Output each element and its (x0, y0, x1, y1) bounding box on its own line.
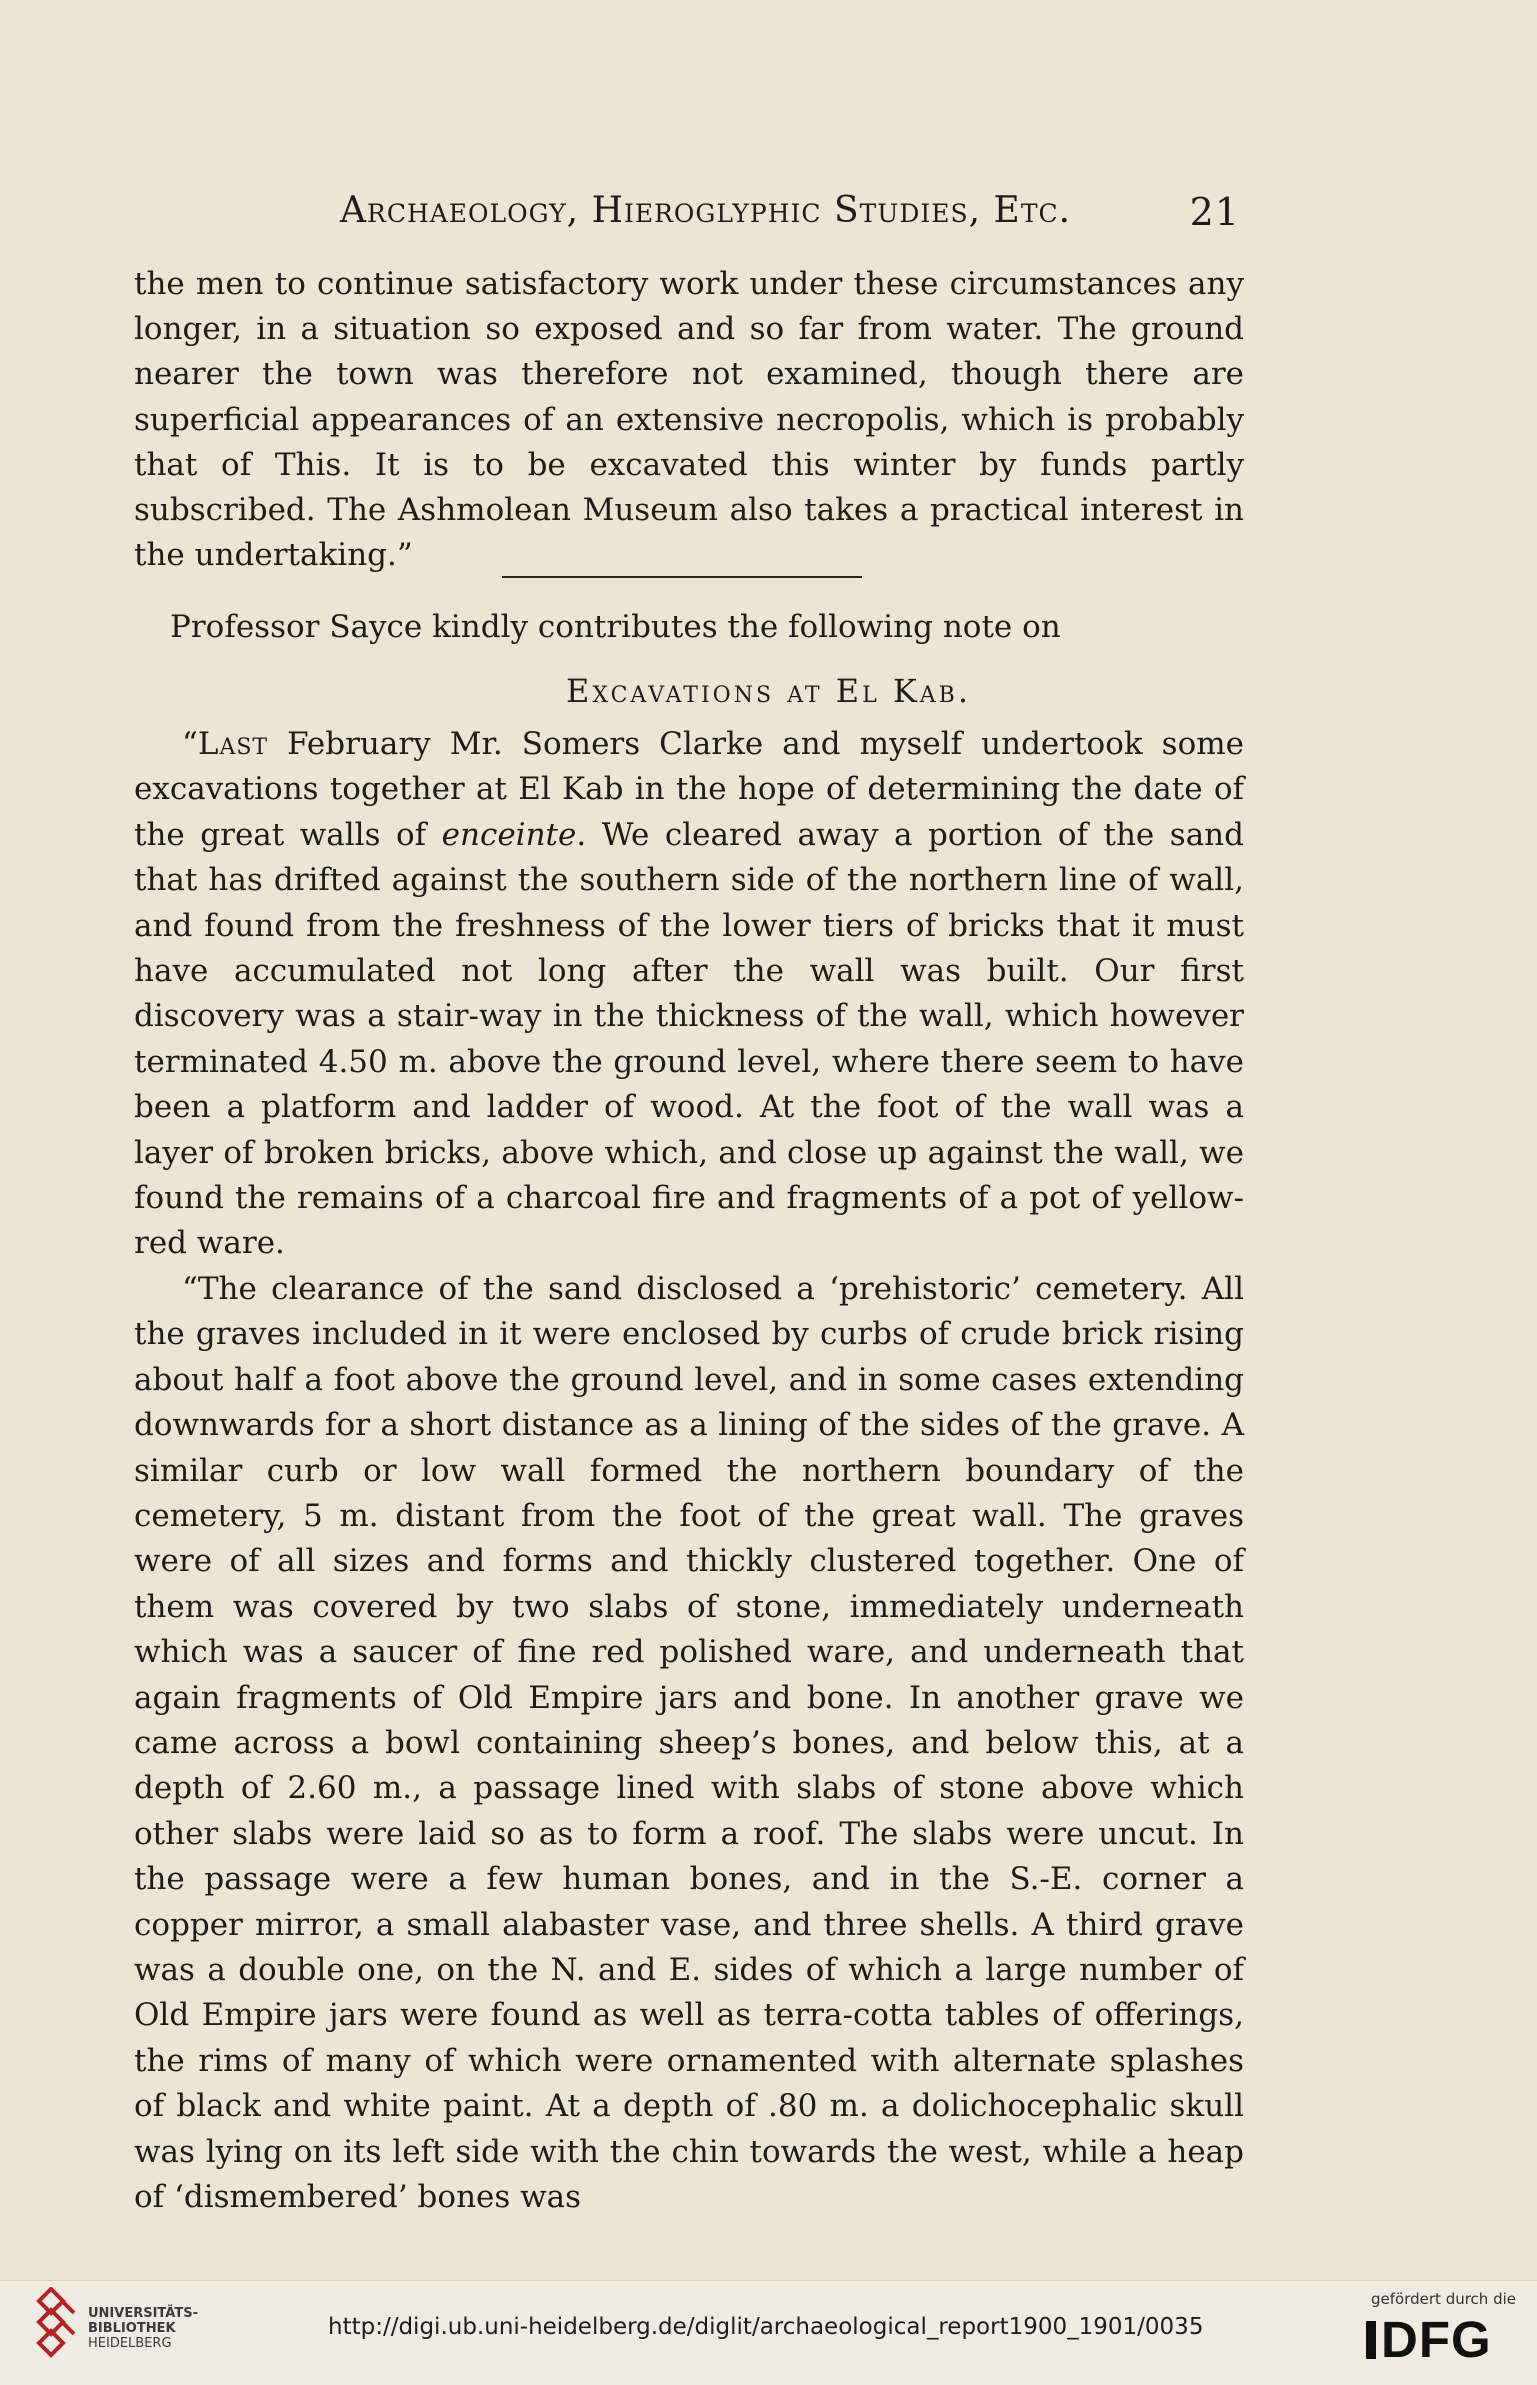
opening-quote: “ (182, 726, 198, 762)
running-title: Archaeology, Hieroglyphic Studies, Etc. (340, 190, 1072, 231)
library-name (88, 2306, 228, 2351)
report-paragraph-2: “The clearance of the sand disclosed a ‘prehistoric’ cemetery. All the graves included in it were enclosed by curbs of crude brick rising about half a foot above the ground level, and in some cases extending downwards for a short distance as a lining of the sides of the grave. A similar curb or low wall formed the northern boundary of the cemetery, 5 m. distant from the foot of the great wall. The graves were of all sizes and forms and thickly clustered together. One of them was covered by two slabs of stone, immediately underneath which was a saucer of fine red polished ware, and underneath that again fragments of Old Empire jars and bone. In another grave we came across a bowl containing sheep’s bones, and below this, at a depth of 2.60 m., a passage lined with slabs of stone above which other slabs were laid so as to form a roof. The slabs were uncut. In the passage were a few human bones, and in the S.-E. corner a copper mirror, a small alabaster vase, and three shells. A third grave was a double one, on the N. and E. sides of which a large number of Old Empire jars were found as well as terra-cotta tables of offerings, the rims of many of which were ornamented with alternate splashes of black and white paint. At a depth of .80 m. a dolichocephalic skull was lying on its left side with the chin towards the west, while a heap of ‘dismembered’ bones was (134, 1270, 1244, 2215)
university-library-heidelberg-logo-icon (34, 2287, 76, 2359)
opening-paragraph: the men to continue satisfactory work under these circumstances any longer, in a situation so exposed and so far from water. The ground nearer the town was therefore not examined, though there are superficial appearances of an extensive necropolis, which is probably that of This. It is to be excavated this winter by funds partly subscribed. The Ashmolean Museum also takes a practical interest in the undertaking.” (134, 266, 1244, 574)
section-heading: Excavations at El Kab. (565, 672, 972, 710)
dfg-logo-icon (1366, 2311, 1520, 2364)
report-paragraph-1 (134, 722, 1244, 1267)
funding-note: gefördert durch die (1371, 2290, 1516, 2308)
paragraph-1-text-after-italic: . We cleared away a portion of the sand that has drifted against the southern side of the northern line of wall, and found from the freshness of the lower tiers of bricks that it must have accumulated not long after the wall was built. Our first discovery was a stair-way in the thickness of the wall, which however terminated 4.50 m. above the ground level, where there seem to have been a platform and ladder of wood. At the foot of the wall was a layer of broken bricks, above which, and close up against the wall, we found the remains of a charcoal fire and fragments of a pot of yellow-red ware. (134, 816, 1244, 1262)
lead-small-caps: Last (197, 726, 269, 762)
source-url-link[interactable]: http://digi.ub.uni-heidelberg.de/diglit/archaeological_report1900_1901/0035 (328, 2314, 1204, 2340)
library-name-line-3: HEIDELBERG (88, 2336, 172, 2351)
paragraph-1-text-before-italic: February Mr. Somers Clarke and myself undertook some excavations together at El Kab in the hope of determining the date of the great walls of (134, 726, 1244, 853)
italic-term: enceinte (441, 816, 577, 853)
dfg-logo-text: DFG (1381, 2311, 1492, 2364)
library-name-line-1: UNIVERSITÄTS- (88, 2306, 198, 2321)
page-number: 21 (1189, 190, 1240, 234)
contribution-intro: Professor Sayce kindly contributes the following note on (170, 609, 1061, 645)
excavation-report (134, 722, 1244, 2220)
section-divider (502, 576, 862, 578)
running-head (340, 190, 1240, 244)
library-name-line-2: BIBLIOTHEK (88, 2321, 176, 2336)
continued-paragraph (134, 262, 1244, 578)
